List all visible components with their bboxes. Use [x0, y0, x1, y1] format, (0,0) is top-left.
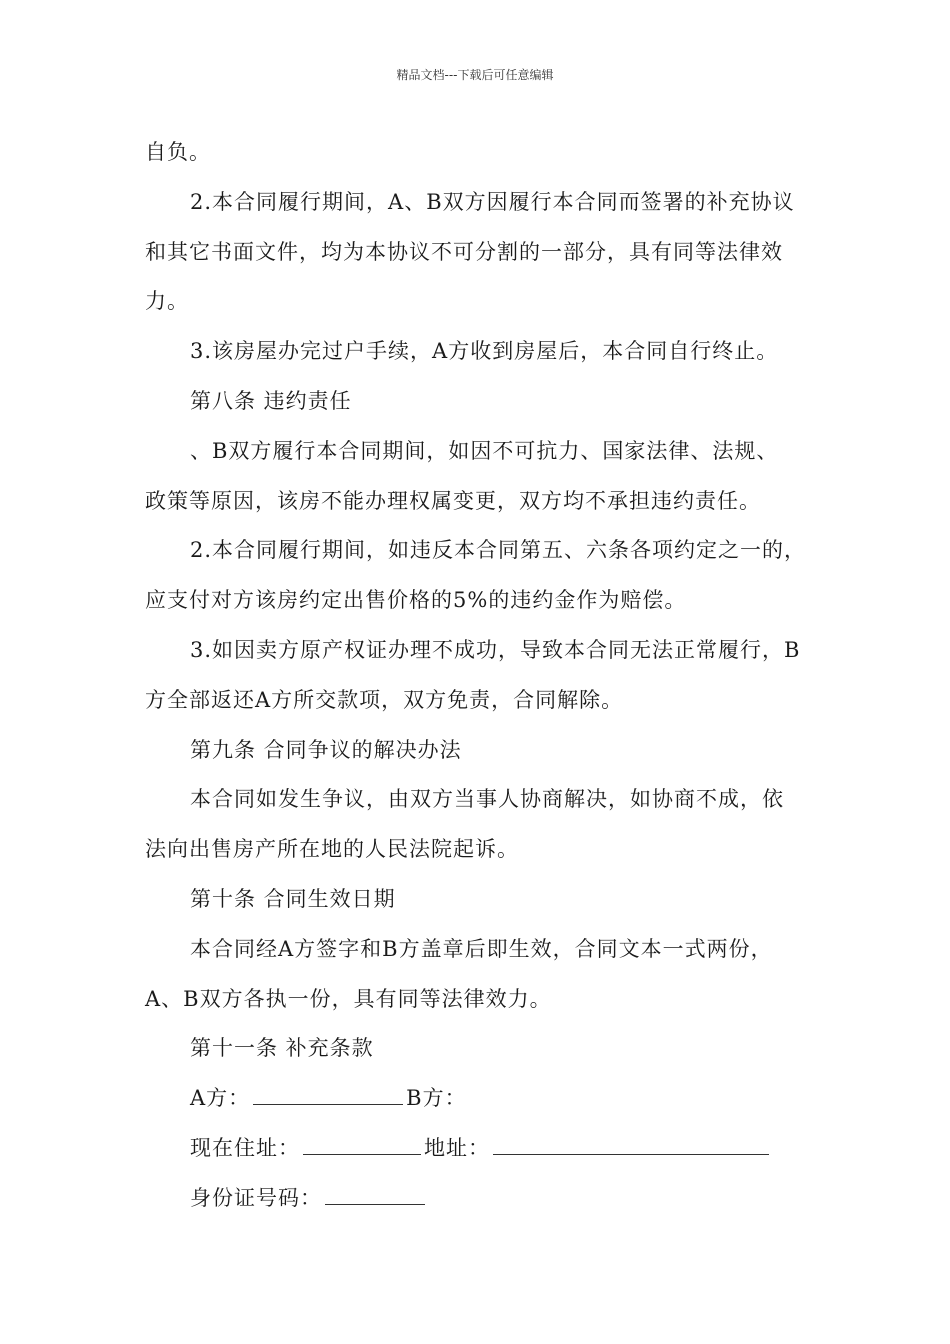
paragraph-line: 和其它书面文件，均为本协议不可分割的一部分，具有同等法律效 [145, 239, 783, 264]
paragraph-line: 本合同如发生争议，由双方当事人协商解决，如协商不成，依 [190, 787, 784, 812]
paragraph-line: 自负。 [145, 140, 211, 164]
paragraph-line: 、B双方履行本合同期间，如因不可抗力、国家法律、法规、 [190, 438, 779, 463]
paragraph-line: 2.本合同履行期间，A、B双方因履行本合同而签署的补充协议 [190, 189, 795, 214]
paragraph-line: 政策等原因，该房不能办理权属变更，双方均不承担违约责任。 [145, 488, 761, 513]
id-blank[interactable] [325, 1178, 425, 1205]
paragraph-line: 力。 [145, 289, 189, 314]
paragraph-line: 本合同经A方签字和B方盖章后即生效，合同文本一式两份， [190, 936, 773, 961]
paragraph-line: 2.本合同履行期间，如违反本合同第五、六条各项约定之一的， [190, 538, 807, 563]
page-header: 精品文档---下载后可任意编辑 [396, 68, 554, 82]
address-b-label: 地址： [424, 1135, 490, 1160]
address-label: 现在住址： [190, 1135, 300, 1160]
paragraph-line: 应支付对方该房约定出售价格的5%的违约金作为赔偿。 [145, 588, 687, 613]
address-b-blank[interactable] [493, 1128, 769, 1155]
address-blank[interactable] [303, 1128, 421, 1155]
party-b-label: B方： [406, 1086, 467, 1111]
signature-id-row [145, 1174, 825, 1224]
signature-address-row [145, 1124, 825, 1174]
party-a-label: A方： [190, 1086, 251, 1111]
document-body [145, 128, 825, 1224]
paragraph-line: 法向出售房产所在地的人民法院起诉。 [145, 837, 519, 862]
section-heading: 第九条 合同争议的解决办法 [190, 737, 462, 762]
paragraph-line: 方全部返还A方所交款项，双方免责，合同解除。 [145, 687, 624, 712]
signature-party-row [145, 1074, 825, 1124]
section-heading: 第八条 违约责任 [190, 388, 352, 413]
section-heading: 第十条 合同生效日期 [190, 886, 396, 911]
party-a-blank[interactable] [253, 1078, 403, 1105]
paragraph-line: 3.如因卖方原产权证办理不成功，导致本合同无法正常履行，B [190, 637, 801, 662]
paragraph-line: A、B双方各执一份，具有同等法律效力。 [145, 986, 552, 1011]
id-label: 身份证号码： [190, 1185, 322, 1210]
paragraph-line: 3.该房屋办完过户手续，A方收到房屋后，本合同自行终止。 [190, 339, 779, 364]
section-heading: 第十一条 补充条款 [190, 1036, 374, 1061]
